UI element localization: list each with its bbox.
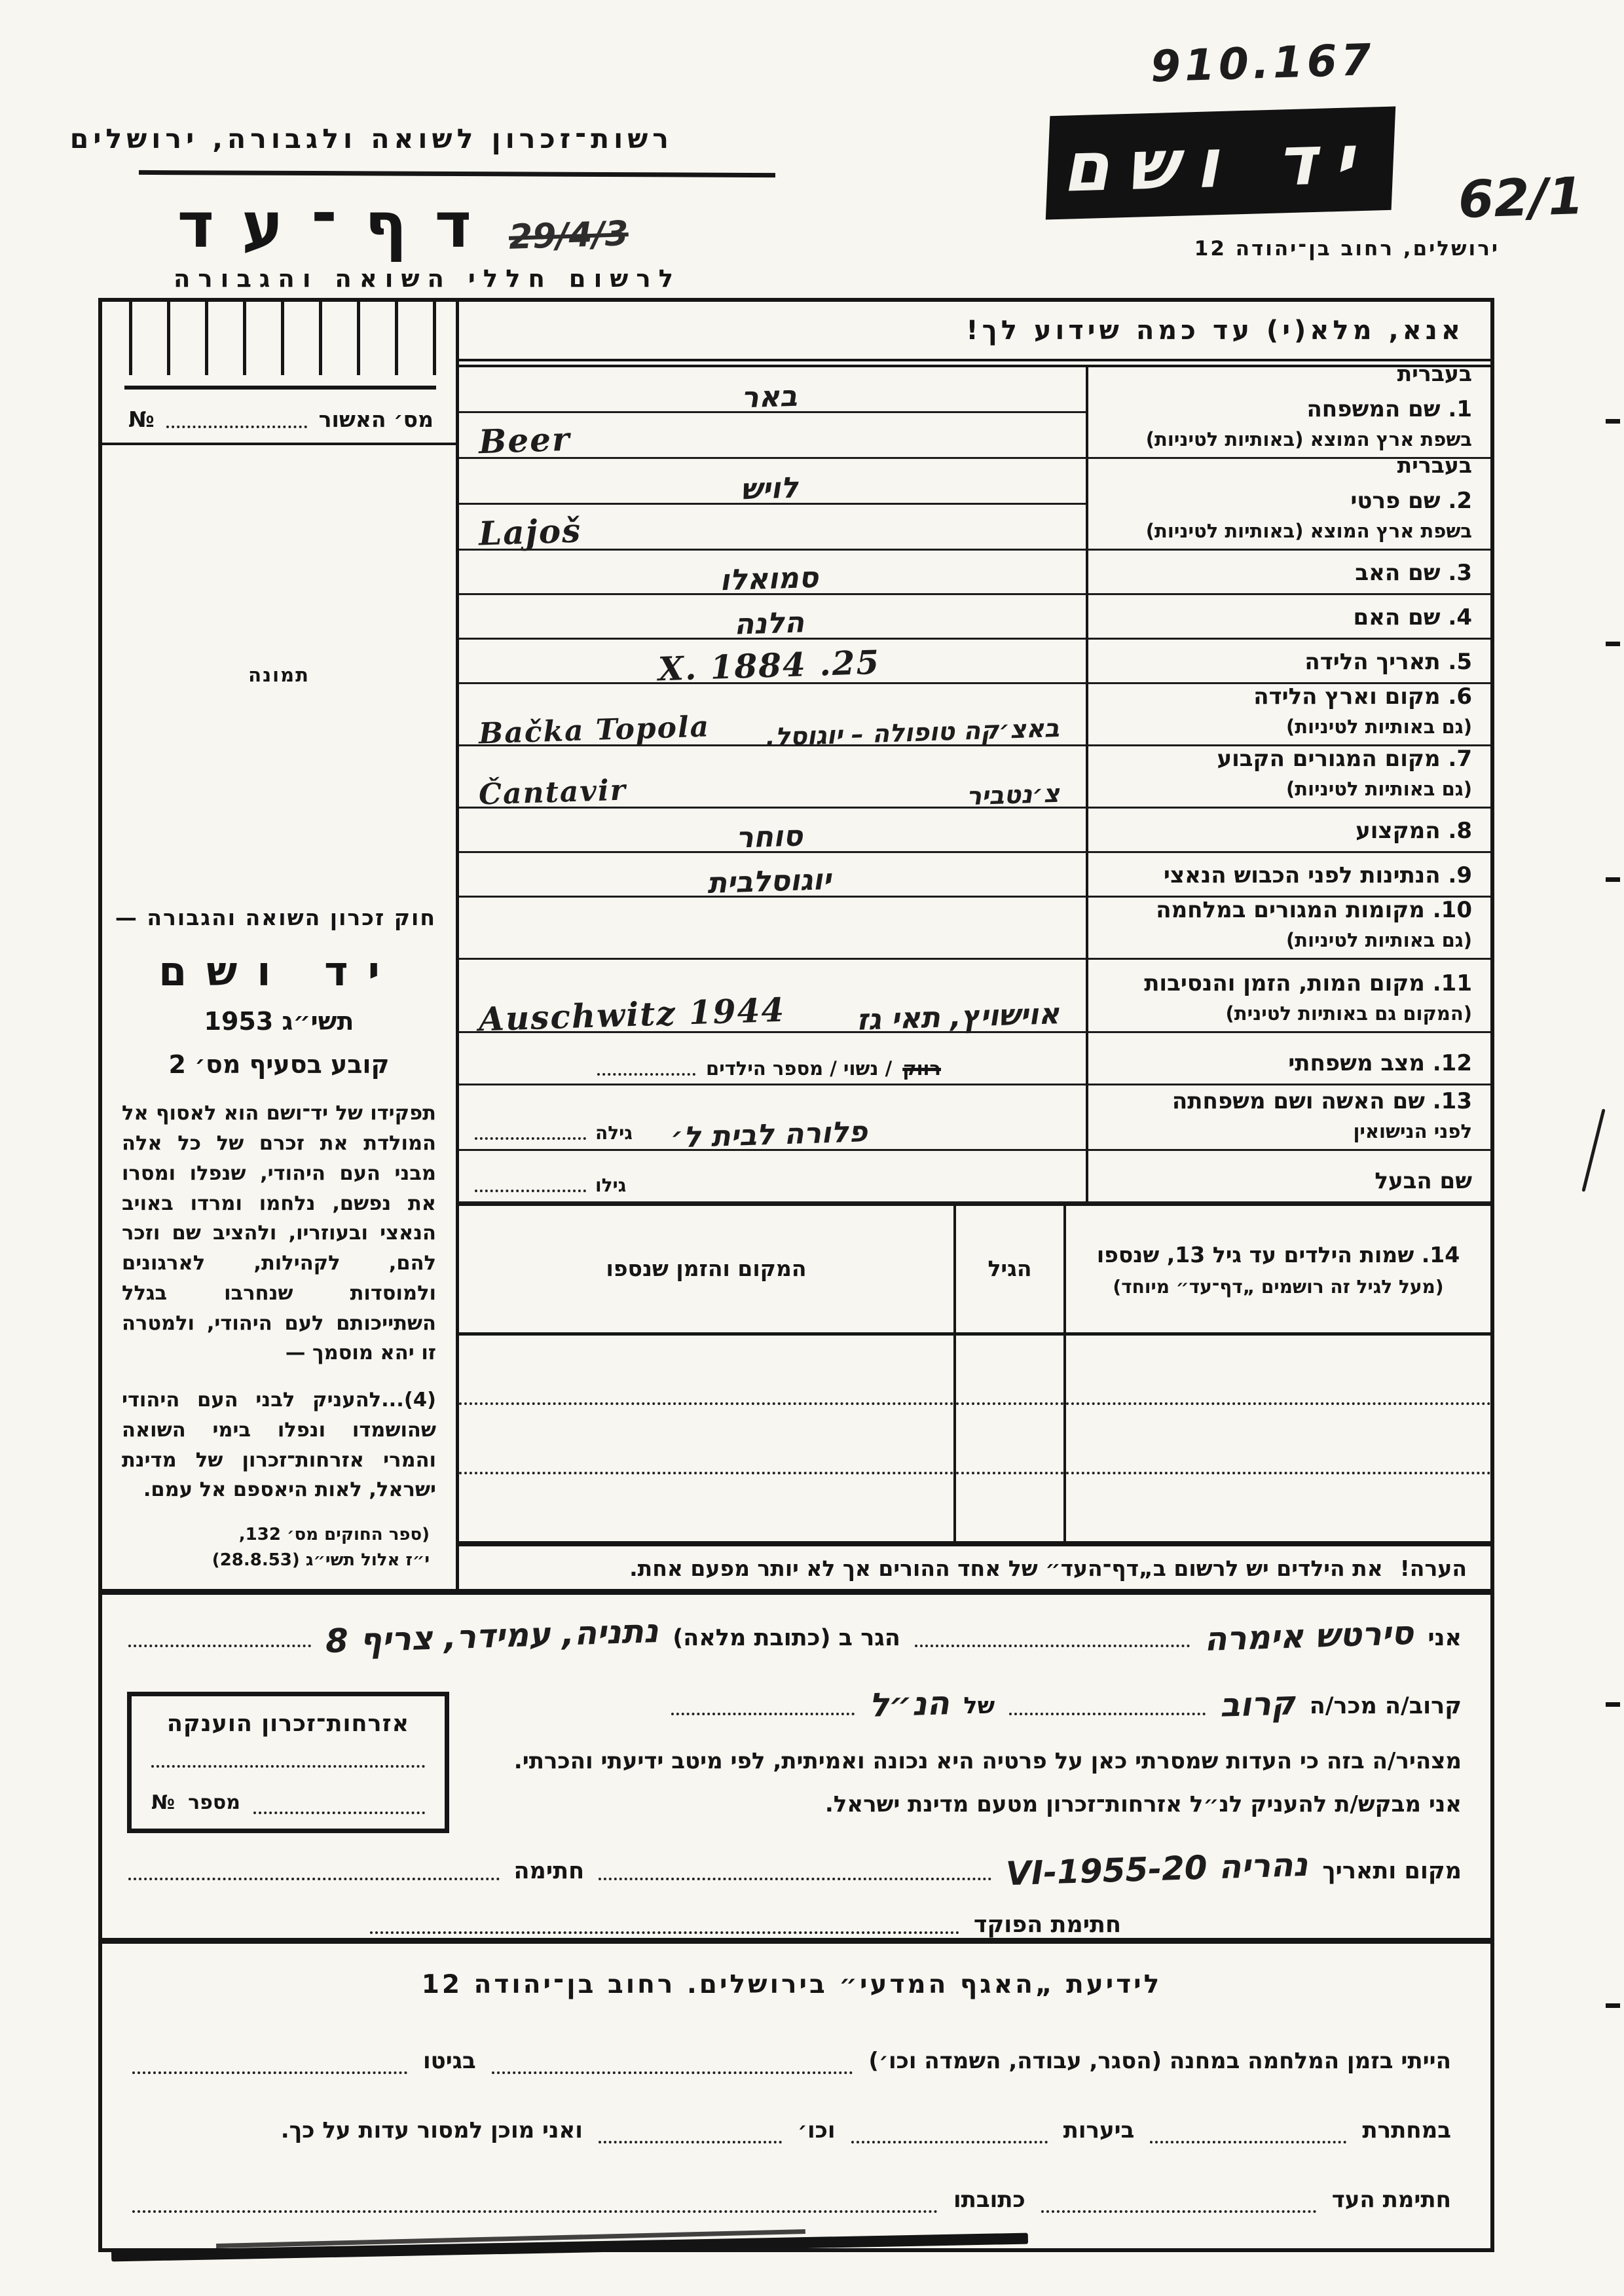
field-row-marital-status bbox=[459, 1033, 1490, 1085]
testify-label: ואני מוכן למסור עדות על כך. bbox=[280, 2117, 583, 2143]
scientific-branch-title: לידיעת „האגף המדעי״ בירושלים. רחוב בן־יהודה 12 bbox=[421, 1970, 1162, 1999]
declaration-section bbox=[102, 1595, 1490, 1938]
witness-address-label: כתובתו bbox=[953, 2187, 1025, 2213]
number-sign: № bbox=[128, 407, 155, 432]
hebrew-script-note: בעברית bbox=[1397, 452, 1472, 478]
authority-title: רשות־זכרון לשואה ולגבורה, ירושלים bbox=[69, 123, 673, 155]
field-sublabel: בשפת ארץ המוצא (באותיות לטיניות) bbox=[1145, 520, 1472, 542]
field-sublabel: (גם באותיות לטיניות) bbox=[1286, 716, 1472, 738]
signature-label: חתימה bbox=[513, 1858, 585, 1884]
hebrew-script-note: בעברית bbox=[1397, 360, 1472, 386]
dotted-blank bbox=[492, 2068, 853, 2074]
handwritten-wife-name: פלורה לבית ל׳ bbox=[670, 1115, 868, 1155]
form-subtitle: לרשום חללי השואה והגבורה bbox=[173, 264, 681, 293]
form-title: דף־עד bbox=[177, 189, 499, 262]
children-note bbox=[459, 1546, 1490, 1589]
law-body-text: תפקידו של יד־ושם הוא לאסוף אל המולדת את זכרם של כל אלה מבני העם היהודי, שנפלו ומסרו את נפשם, נלחמו ומרדו באויב הנאצי ובעוזריו, ולהציב שם וזכר להם, לקהילות, לארגונים ולמוסדות שנחרבו בגלל השתייכותם לעם היהודי, ולמטרה זו יהא מוסמך — bbox=[122, 1102, 436, 1365]
children-names-header: 14. שמות הילדים עד גיל 13, שנספו bbox=[1096, 1241, 1460, 1267]
handwritten-death-place-latin: Auschwitz 1944 bbox=[478, 990, 786, 1039]
field-label: 7. מקום המגורים הקבוע bbox=[1217, 745, 1472, 772]
declaration-statement: מצהיר/ה בזה כי העדות שמסרתי כאן על פרטיה היא נכונה ואמיתית, לפי מיטב ידיעתי והכרתי. bbox=[513, 1748, 1462, 1774]
children-table bbox=[459, 1203, 1490, 1546]
declaration-identity-line bbox=[128, 1612, 1462, 1660]
law-source-line2: י״ז אלול תשי״ג (28.8.53) bbox=[212, 1550, 430, 1570]
field-row-mother-name bbox=[459, 595, 1490, 640]
handwritten-residence-latin: Čantavir bbox=[478, 773, 627, 812]
witness-signature-label: חתימת העד bbox=[1331, 2187, 1451, 2213]
handwritten-profession: סוחר bbox=[735, 819, 803, 855]
field-row-wartime-residence bbox=[459, 898, 1490, 960]
dotted-blank bbox=[597, 1070, 695, 1076]
field-label: 11. מקום המות, הזמן והנסיבות bbox=[1144, 970, 1472, 996]
field-label: 2. שם פרטי bbox=[1350, 487, 1472, 514]
her-age-field bbox=[475, 1122, 633, 1144]
dotted-blank bbox=[166, 422, 307, 428]
field-label: שם הבעל bbox=[1375, 1167, 1472, 1194]
law-intro: חוק זכרון השואה והגבורה — bbox=[115, 905, 436, 931]
children-place-column bbox=[459, 1206, 953, 1541]
field-label: 10. מקומות המגורים במלחמה bbox=[1156, 896, 1472, 923]
dotted-blank bbox=[1041, 2206, 1316, 2213]
scan-artifact bbox=[1606, 419, 1620, 424]
dotted-blank bbox=[915, 1641, 1190, 1647]
dotted-blank bbox=[599, 2137, 782, 2143]
children-table-empty-row bbox=[1066, 1474, 1490, 1541]
photo-label: תמונה bbox=[248, 664, 310, 687]
children-names-subheader: (מעל לגיל זה רושמים „דף־עד״ מיוחד) bbox=[1113, 1276, 1444, 1298]
children-age-header: הגיל bbox=[987, 1256, 1032, 1282]
citizenship-box-title: אזרחות־זכרון הוענקה bbox=[166, 1711, 410, 1737]
dotted-blank bbox=[253, 1808, 425, 1814]
dotted-blank bbox=[1150, 2137, 1346, 2143]
handwritten-family-name-latin: Beer bbox=[478, 419, 572, 462]
handwritten-family-name-hebrew: באר bbox=[741, 379, 798, 415]
yad-vashem-logo-text: יד ושם bbox=[1059, 118, 1382, 208]
signature-blank bbox=[128, 1874, 500, 1880]
children-table-empty-row bbox=[956, 1405, 1063, 1474]
field-row-father-name bbox=[459, 551, 1490, 598]
children-table-empty-row bbox=[1066, 1336, 1490, 1405]
approval-number-field bbox=[102, 390, 456, 445]
handwritten-birth-date: 25. X. 1884 bbox=[657, 642, 881, 689]
field-row-first-name bbox=[459, 452, 1490, 553]
children-names-column bbox=[1063, 1206, 1490, 1541]
clerk-signature-blank bbox=[370, 1927, 959, 1934]
etc-label: וכו׳ bbox=[797, 2117, 836, 2143]
dotted-blank bbox=[671, 1709, 855, 1715]
memorial-citizenship-box bbox=[127, 1692, 449, 1833]
field-sublabel: לפני הנישואין bbox=[1353, 1120, 1472, 1142]
handwritten-death-place-hebrew: אוישויץ, תאי גז bbox=[856, 997, 1060, 1037]
place-date-label: מקום ותאריך bbox=[1322, 1858, 1462, 1884]
relation-label: קרוב/ה מכר/ה bbox=[1309, 1693, 1462, 1719]
field-label-residence bbox=[1086, 746, 1490, 809]
handwritten-witness-address: נתניה, עמידר, צריף 8 bbox=[325, 1612, 659, 1660]
form-grid bbox=[102, 302, 1490, 1589]
camps-label: הייתי בזמן המלחמה במחנה (הסגר, עבודה, השמדה וכו׳) bbox=[868, 2048, 1451, 2074]
field-label: 8. המקצוע bbox=[1356, 817, 1472, 844]
form-frame bbox=[98, 298, 1494, 2252]
law-source-reference bbox=[102, 1505, 456, 1589]
field-label-birth-place bbox=[1086, 684, 1490, 746]
handwritten-of-whom: הנ״ל bbox=[868, 1684, 950, 1724]
law-name: יד ושם bbox=[158, 947, 399, 996]
handwritten-first-name-hebrew: לויש bbox=[739, 471, 799, 507]
field-label-birth-date bbox=[1086, 640, 1490, 684]
dotted-blank bbox=[132, 2068, 407, 2074]
children-table-empty-row bbox=[459, 1474, 953, 1541]
field-label-citizenship bbox=[1086, 853, 1490, 898]
place-date-signature-line bbox=[128, 1845, 1462, 1893]
field-sublabel: (גם באותיות לטיניות) bbox=[1286, 778, 1472, 800]
field-label-father-name bbox=[1086, 551, 1490, 595]
yad-vashem-logo bbox=[1046, 107, 1395, 220]
dotted-blank bbox=[475, 1187, 586, 1192]
declaration-request: אני מבקש/ת להעניק לנ״ל אזרחות־זכרון מטעם מדינת ישראל. bbox=[824, 1791, 1462, 1817]
dotted-blank bbox=[1009, 1709, 1206, 1715]
field-label: 12. מצב משפחתי bbox=[1288, 1049, 1472, 1076]
handwritten-witness-name: סירטש אימרה bbox=[1204, 1613, 1414, 1659]
clerk-signature-line bbox=[128, 1912, 1462, 1938]
children-table-empty-row bbox=[1066, 1405, 1490, 1474]
field-sublabel: (המקום גם באותיות לטינית) bbox=[1225, 1002, 1472, 1025]
crossed-out-scribble: 29/4/3 bbox=[508, 214, 629, 257]
field-label-profession bbox=[1086, 809, 1490, 853]
handwritten-mother-name: הלנה bbox=[733, 606, 805, 642]
handwritten-father-name: סמואלו bbox=[719, 560, 819, 598]
field-row-wife-name bbox=[459, 1085, 1490, 1155]
handwritten-citizenship: יוגוסלבית bbox=[707, 863, 832, 900]
citizenship-number-label: מספר bbox=[188, 1791, 240, 1814]
handwritten-registration-number: 910.167 bbox=[1150, 34, 1376, 92]
field-label: 6. מקום וארץ הלידה bbox=[1253, 683, 1472, 710]
field-label-wife-name bbox=[1086, 1085, 1490, 1151]
scan-artifact bbox=[1606, 2003, 1620, 2008]
handwritten-residence-hebrew: צ׳נטביר bbox=[966, 778, 1060, 811]
i-label: אני bbox=[1428, 1625, 1462, 1651]
field-row-birth-date bbox=[459, 640, 1490, 689]
ruler-ticks bbox=[124, 302, 436, 390]
field-label-first-name bbox=[1086, 452, 1490, 551]
field-sublabel: (גם באותיות לטיניות) bbox=[1286, 929, 1472, 951]
children-table-empty-row bbox=[459, 1405, 953, 1474]
handwritten-place-date: נהריה 20-VI-1955 bbox=[1005, 1845, 1309, 1893]
marital-options bbox=[597, 1057, 941, 1080]
field-row-family-name bbox=[459, 360, 1490, 462]
scan-artifact bbox=[1606, 1702, 1620, 1707]
field-label-mother-name bbox=[1086, 595, 1490, 640]
law-clause-text: (4)...להעניק לבני העם היהודי שהושמדו ונפלו בימי השואה והמרי אזרחות־זכרון של מדינת ישראל, לאות היאספם אל עמם. bbox=[122, 1389, 436, 1502]
struck-option-single: רווק bbox=[902, 1057, 941, 1080]
note-label: הערה! bbox=[1399, 1556, 1467, 1581]
dotted-blank bbox=[132, 2206, 938, 2213]
his-age-field bbox=[475, 1175, 626, 1196]
handwritten-relation: קרוב bbox=[1219, 1684, 1296, 1724]
handwritten-first-name-latin: Lajoš bbox=[478, 511, 583, 553]
approval-number-label: מס׳ האשור bbox=[318, 407, 434, 432]
handwritten-birth-place-hebrew: באצ׳קה טופולה – יוגוסל. bbox=[765, 713, 1060, 752]
scan-artifact bbox=[1606, 642, 1620, 646]
camps-line bbox=[132, 2048, 1451, 2074]
field-label-family-name bbox=[1086, 360, 1490, 459]
dotted-blank bbox=[128, 1641, 311, 1647]
field-row-residence bbox=[459, 745, 1490, 812]
section-divider bbox=[102, 1938, 1490, 1944]
witness-signature-line bbox=[132, 2187, 1451, 2213]
dotted-blank bbox=[151, 1761, 425, 1768]
forests-label: ביערות bbox=[1063, 2117, 1135, 2143]
underground-label: במחתרת bbox=[1362, 2117, 1451, 2143]
dotted-blank bbox=[599, 1874, 991, 1880]
field-label: 4. שם האם bbox=[1353, 604, 1472, 630]
law-year: תשי״ג 1953 bbox=[204, 1007, 354, 1036]
children-table-empty-row bbox=[956, 1474, 1063, 1541]
dotted-blank bbox=[851, 2137, 1048, 2143]
field-row-citizenship bbox=[459, 853, 1490, 898]
clerk-signature-label: חתימת הפוקד bbox=[973, 1912, 1121, 1938]
scan-artifact bbox=[1606, 877, 1620, 882]
law-section: קובע בסעיף מס׳ 2 bbox=[168, 1050, 390, 1080]
of-label: של bbox=[963, 1693, 995, 1719]
photo-box bbox=[102, 445, 456, 905]
her-age-label: גילה bbox=[595, 1122, 633, 1144]
note-text: את הילדים יש לרשום ב„דף־העד״ של אחד ההורים אך לא יותר מפעם אחת. bbox=[629, 1556, 1383, 1581]
fill-instruction: אנא, מלא(י) עד כמה שידוע לך! bbox=[459, 302, 1490, 367]
marital-options-rest: / נשוי / מספר הילדים bbox=[706, 1057, 893, 1080]
field-label-wartime-residence bbox=[1086, 898, 1490, 960]
field-row-birth-place bbox=[459, 683, 1490, 752]
children-age-column bbox=[953, 1206, 1063, 1541]
field-label: 9. הנתינות לפני הכבוש הנאצי bbox=[1163, 862, 1472, 888]
field-label: 1. שם המשפחה bbox=[1306, 395, 1472, 422]
header-rule bbox=[139, 170, 775, 177]
residing-label: הגר ב (כתובת מלאה) bbox=[673, 1625, 900, 1651]
children-table-empty-row bbox=[459, 1336, 953, 1405]
law-source-line1: (ספר החוקים מס׳ 132, bbox=[238, 1525, 430, 1544]
sidebar-column bbox=[102, 302, 459, 1589]
ghetto-label: בגיטו bbox=[423, 2048, 476, 2074]
children-place-header: המקום והזמן שנספו bbox=[606, 1256, 807, 1282]
handwritten-file-mark: 62/1 bbox=[1457, 167, 1585, 230]
number-sign: № bbox=[151, 1791, 175, 1814]
field-label: 13. שם האשה ושם משפחתה bbox=[1172, 1087, 1472, 1114]
field-label: 5. תאריך הלידה bbox=[1304, 648, 1472, 675]
field-row-place-of-death bbox=[459, 960, 1490, 1039]
field-label-husband-name bbox=[1086, 1151, 1490, 1203]
dotted-blank bbox=[475, 1135, 586, 1140]
field-label-marital-status bbox=[1086, 1033, 1490, 1085]
field-row-profession bbox=[459, 809, 1490, 853]
entries-column bbox=[459, 302, 1490, 1589]
scientific-branch-section bbox=[102, 1944, 1490, 2256]
children-table-empty-row bbox=[956, 1336, 1063, 1405]
field-row-husband-name bbox=[459, 1151, 1490, 1203]
law-excerpt bbox=[102, 905, 456, 1505]
office-address: ירושלים, רחוב בן־יהודה 12 bbox=[1194, 237, 1500, 261]
stray-pen-mark bbox=[1581, 1108, 1605, 1192]
section-divider bbox=[102, 1589, 1490, 1595]
underground-line bbox=[132, 2117, 1451, 2143]
field-label: 3. שם האב bbox=[1355, 559, 1472, 586]
field-label-place-of-death bbox=[1086, 960, 1490, 1033]
field-sublabel: בשפת ארץ המוצא (באותיות לטיניות) bbox=[1145, 428, 1472, 450]
his-age-label: גילו bbox=[595, 1175, 627, 1196]
handwritten-birth-place-latin: Bačka Topola bbox=[478, 710, 710, 751]
